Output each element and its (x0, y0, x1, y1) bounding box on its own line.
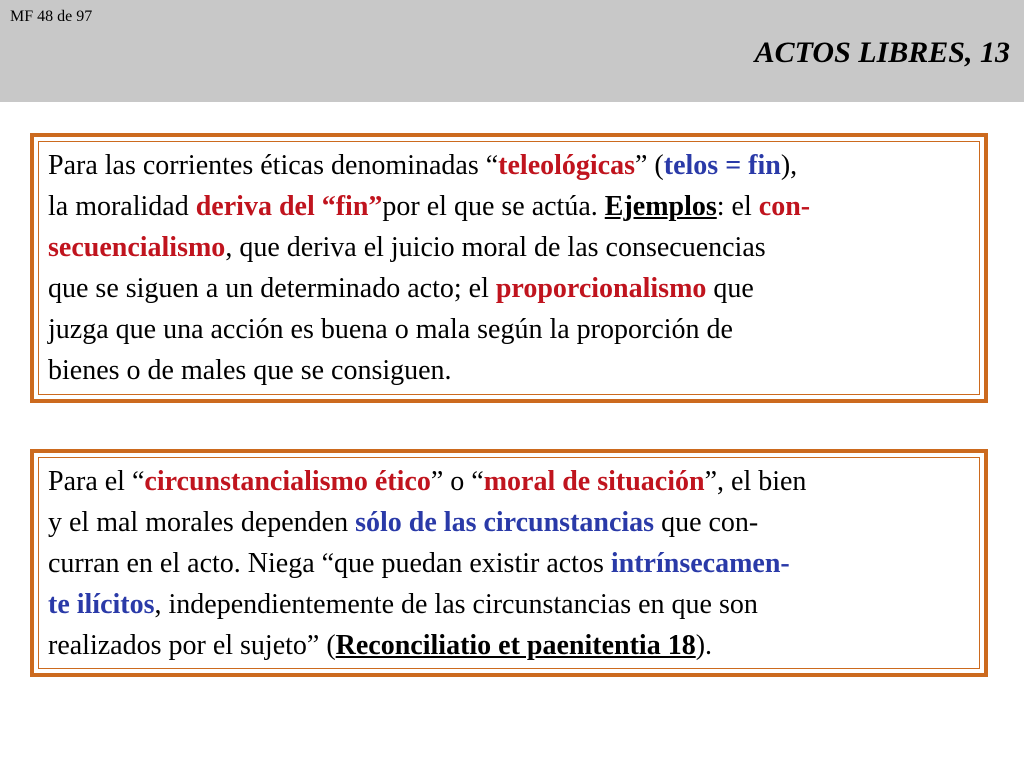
text-run: Para el “ (48, 466, 145, 497)
text-run: , que deriva el juicio moral de las consecuencias que se siguen a un determinado acto; el (48, 232, 766, 304)
highlight-teleologicas: teleológicas (498, 150, 635, 181)
highlight-deriva-del-fin: deriva del “fin” (195, 191, 383, 222)
text-run: : el (716, 191, 759, 222)
text-run: ). (695, 630, 713, 661)
text-box-circumstantialism (30, 449, 988, 677)
text-run: ” o “ (430, 466, 484, 497)
highlight-telos-fin: telos = fin (663, 150, 781, 181)
highlight-intrinsecamente-ilicitos: intrínsecamen- te ilícitos (48, 548, 790, 620)
underlined-reconciliatio-reference: Reconciliatio et paenitentia 18 (335, 630, 696, 661)
highlight-moral-de-situacion: moral de situación (483, 466, 705, 497)
text-box-teleological (30, 133, 988, 403)
text-run: ”, el bien y el mal morales dependen (48, 466, 807, 538)
text-run: por el que se actúa. (382, 191, 605, 222)
text-run: que con- curran en el acto. Niega “que puedan existir actos (48, 507, 759, 579)
highlight-consecuencialismo: con- secuencialismo (48, 191, 811, 263)
page-counter: MF 48 de 97 (10, 8, 93, 25)
highlight-circunstancialismo: circunstancialismo ético (144, 466, 431, 497)
text-run: Para las corrientes éticas denominadas “ (48, 150, 499, 181)
underlined-ejemplos: Ejemplos (604, 191, 717, 222)
paragraph-circumstantialism (48, 461, 972, 666)
text-run: ), la moralidad (48, 150, 798, 222)
slide-title: ACTOS LIBRES, 13 (754, 36, 1010, 69)
text-run: que juzga que una acción es buena o mala según la proporción de bienes o de males que se consiguen. (48, 273, 754, 386)
highlight-solo-circunstancias: sólo de las circunstancias (355, 507, 655, 538)
text-run: ” ( (635, 150, 664, 181)
highlight-proporcionalismo: proporcionalismo (495, 273, 707, 304)
header-bar (0, 0, 1024, 102)
paragraph-teleological (48, 145, 972, 391)
text-run: , independientemente de las circunstancias en que son realizados por el sujeto” ( (48, 589, 758, 661)
